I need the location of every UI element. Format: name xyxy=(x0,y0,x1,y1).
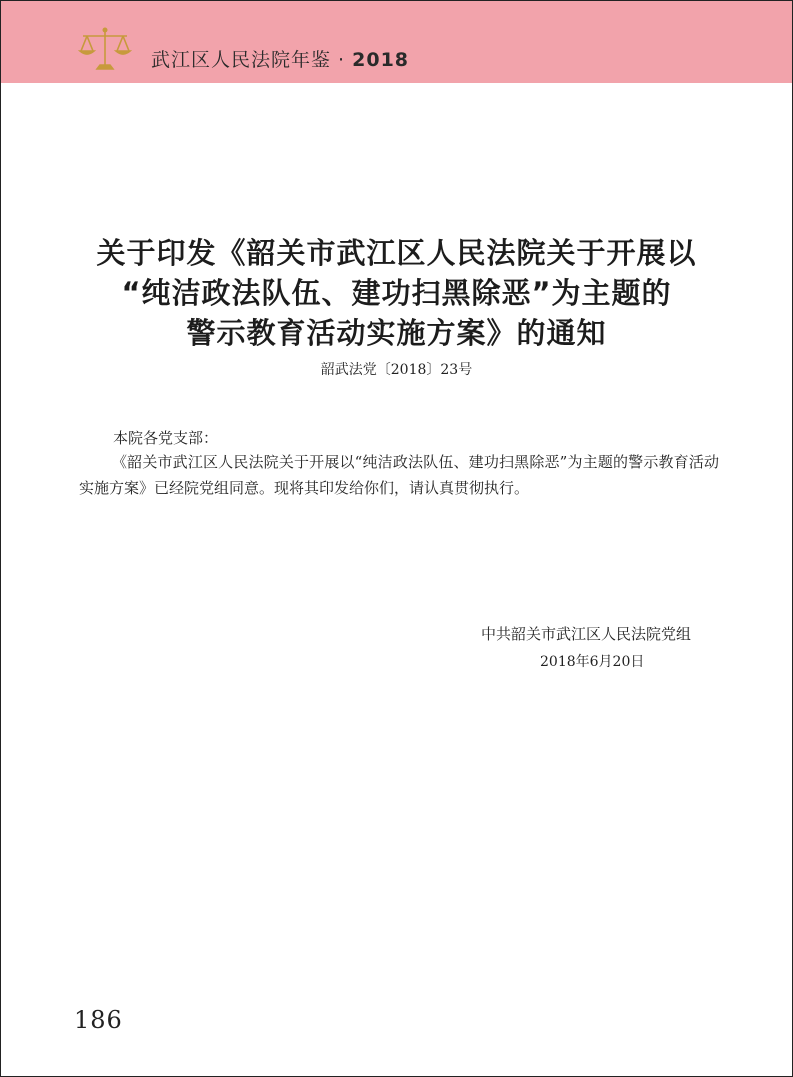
header-band xyxy=(1,1,792,83)
title-line: “纯洁政法队伍、建功扫黑除恶”为主题的 xyxy=(121,276,672,310)
body-paragraph: 《韶关市武江区人民法院关于开展以“纯洁政法队伍、建功扫黑除恶”为主题的警示教育活动实施方案》已经院党组同意。现将其印发给你们，请认真贯彻执行。 xyxy=(79,453,719,497)
issuer-signature: 中共韶关市武江区人民法院党组 xyxy=(481,625,692,643)
book-title: 武江区人民法院年鉴 xyxy=(151,49,332,71)
page-number: 186 xyxy=(74,1006,123,1034)
salutation: 本院各党支部： xyxy=(113,429,219,447)
yearbook-header-title xyxy=(151,45,409,72)
title-line: 警示教育活动实施方案》的通知 xyxy=(186,316,607,350)
scales-of-justice-icon xyxy=(77,25,133,73)
title-separator: · xyxy=(331,49,353,71)
title-line: 关于印发《韶关市武江区人民法院关于开展以 xyxy=(96,236,697,270)
document-number: 韶武法党〔2018〕23号 xyxy=(320,362,473,378)
notice-title xyxy=(41,233,752,353)
issue-date: 2018年6月20日 xyxy=(540,654,645,670)
yearbook-year: 2018 xyxy=(352,49,410,71)
